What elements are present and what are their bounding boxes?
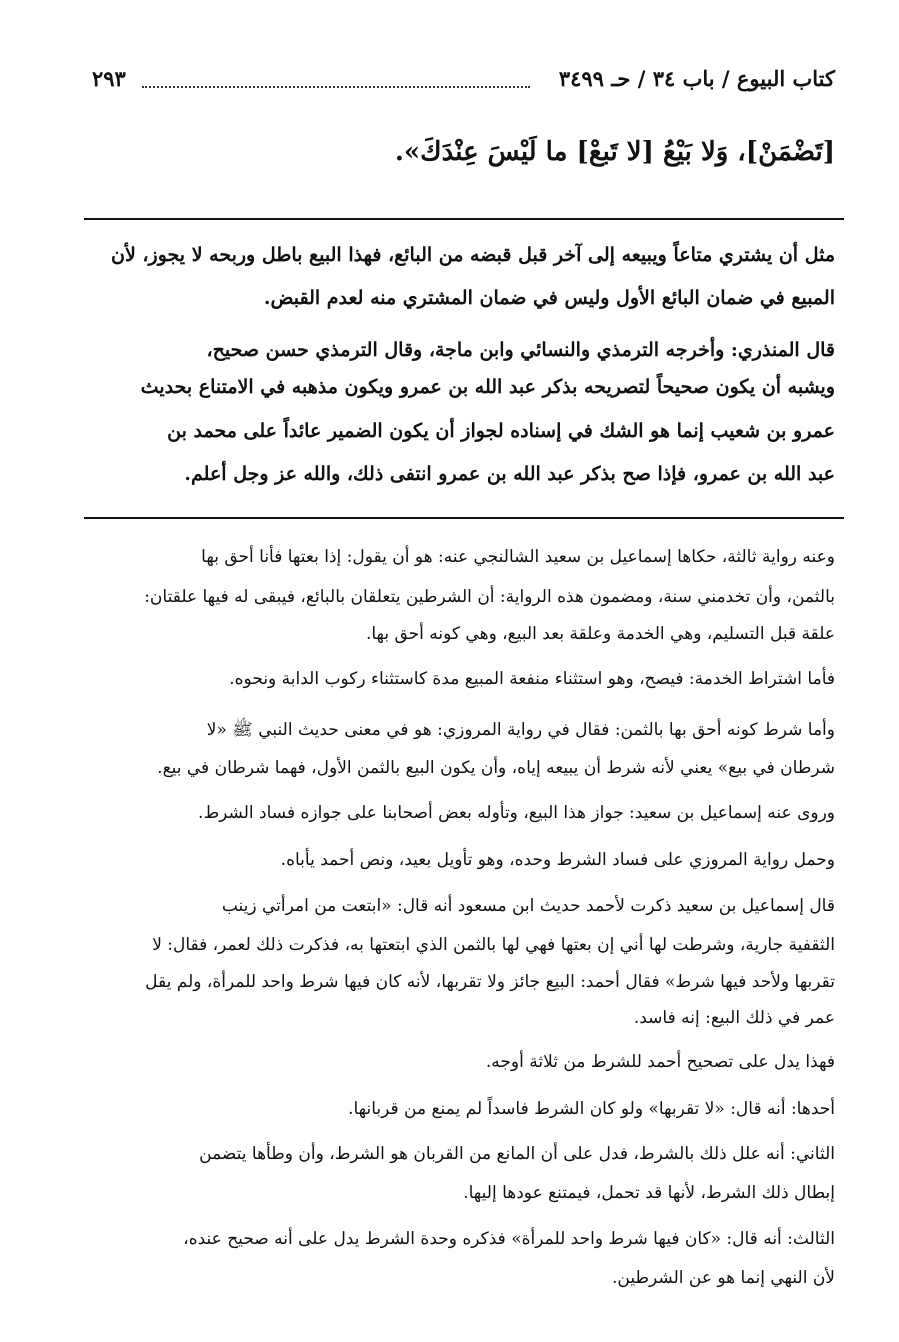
notes-line: شرطان في بيع» يعني لأنه شرط أن يبيعه إياه، وأن يكون البيع بالثمن الأول، فهما شرطان في بيع. [157, 758, 835, 778]
running-header: كتاب البيوع / باب ٣٤ / حـ ٣٤٩٩ [558, 66, 835, 91]
notes-line: أحدها: أنه قال: «لا تقربها» ولو كان الشرط فاسداً لم يمنع من قربانها. [348, 1099, 835, 1119]
notes-line: الثاني: أنه علل ذلك بالشرط، فدل على أن المانع من القربان هو الشرط، وأن وطأها يتضمن [199, 1144, 835, 1164]
header-dotted-leader [142, 86, 530, 88]
notes-line: فهذا يدل على تصحيح أحمد للشرط من ثلاثة أوجه. [485, 1052, 835, 1072]
notes-line: وحمل رواية المروزي على فساد الشرط وحده، وهو تأويل بعيد، ونص أحمد يأباه. [280, 850, 835, 870]
notes-line: فأما اشتراط الخدمة: فيصح، وهو استثناء منفعة المبيع مدة كاستثناء ركوب الدابة ونحوه. [229, 669, 835, 689]
commentary-line: عمرو بن شعيب إنما هو الشك في إسناده لجواز أن يكون الضمير عائداً على محمد بن [167, 420, 835, 442]
divider-rule [84, 517, 844, 519]
commentary-line: مثل أن يشتري متاعاً ويبيعه إلى آخر قبل قبضه من البائع، فهذا البيع باطل وربحه لا يجوز، لأن [111, 244, 835, 266]
notes-line: وأما شرط كونه أحق بها بالثمن: فقال في رواية المروزي: هو في معنى حديث النبي ﷺ «لا [206, 720, 835, 740]
notes-line: علقة قبل التسليم، وهي الخدمة وعلقة بعد البيع، وهي كونه أحق بها. [365, 624, 835, 644]
notes-line: بالثمن، وأن تخدمني سنة، ومضمون هذه الرواية: أن الشرطين يتعلقان بالبائع، فيبقى له فيها علقتان: [144, 587, 835, 607]
commentary-line: المبيع في ضمان البائع الأول وليس في ضمان المشتري منه لعدم القبض. [263, 287, 835, 309]
notes-line: الثقفية جارية، وشرطت لها أني إن بعتها فهي لها بالثمن الذي ابتعتها به، فذكرت ذلك لعمر، فقال: لا [152, 935, 835, 955]
notes-line: قال إسماعيل بن سعيد ذكرت لأحمد حديث ابن مسعود أنه قال: «ابتعت من امرأتي زينب [221, 896, 835, 916]
notes-line: إبطال ذلك الشرط، لأنها قد تحمل، فيمتنع عودها إليها. [463, 1183, 835, 1203]
commentary-line: قال المنذري: وأخرجه الترمذي والنسائي وابن ماجة، وقال الترمذي حسن صحيح، [206, 339, 835, 361]
notes-line: الثالث: أنه قال: «كان فيها شرط واحد للمرأة» فذكره وحدة الشرط يدل على أنه صحيح عنده، [183, 1229, 835, 1249]
hadith-text: [تَضْمَنْ]، وَلا بَيْعُ [لا تَبعْ] ما لَيْسَ عِنْدَكَ». [394, 137, 835, 167]
notes-line: وعنه رواية ثالثة، حكاها إسماعيل بن سعيد الشالنجي عنه: هو أن يقول: إذا بعتها فأنا أحق بها [201, 547, 835, 567]
notes-line: وروى عنه إسماعيل بن سعيد: جواز هذا البيع، وتأوله بعض أصحابنا على جوازه فساد الشرط. [198, 803, 835, 823]
page-number: ٢٩٣ [92, 66, 126, 91]
notes-line: لأن النهي إنما هو عن الشرطين. [612, 1268, 835, 1288]
commentary-line: عبد الله بن عمرو، فإذا صح بذكر عبد الله بن عمرو انتفى ذلك، والله عز وجل أعلم. [184, 463, 835, 485]
notes-line: عمر في ذلك البيع: إنه فاسد. [633, 1008, 835, 1028]
divider-rule [84, 218, 844, 220]
commentary-line: ويشبه أن يكون صحيحاً لتصريحه بذكر عبد الله بن عمرو ويكون مذهبه في الامتناع بحديث [140, 376, 835, 398]
notes-line: تقربها ولأحد فيها شرط» فقال أحمد: البيع جائز ولا تقربها، لأنه كان فيها شرط واحد للمرأة، ولم يقل [145, 972, 835, 992]
